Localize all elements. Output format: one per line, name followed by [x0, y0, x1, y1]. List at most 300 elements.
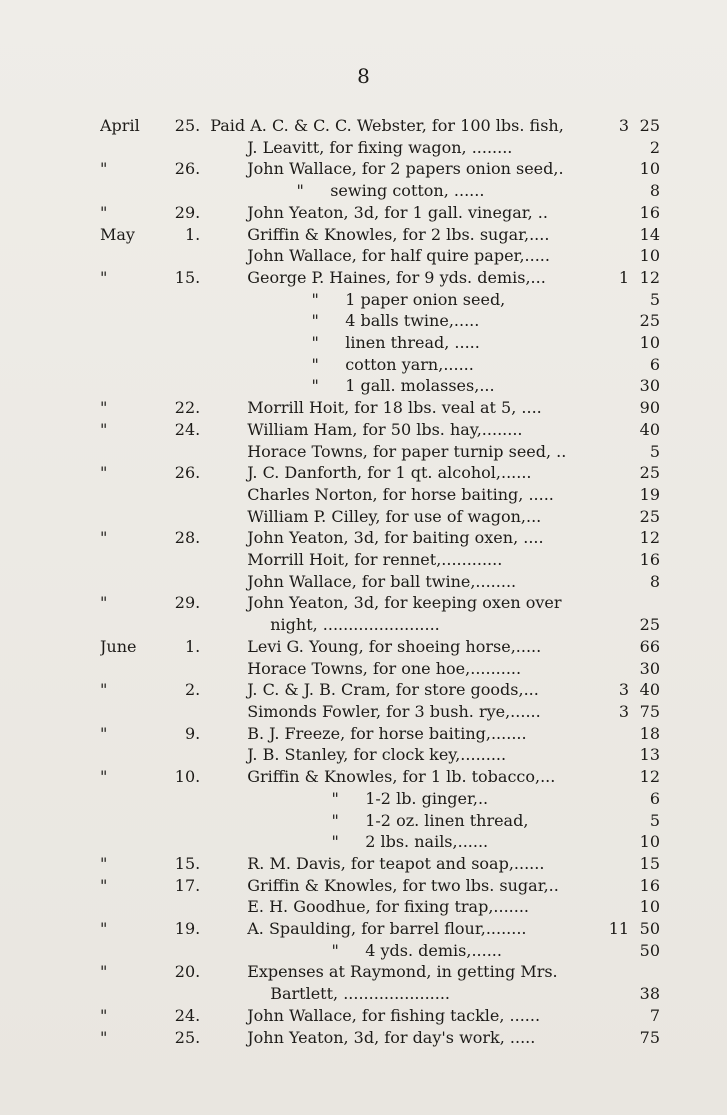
entry-text: John Wallace, for half quire paper,..... — [247, 246, 550, 266]
ledger-body — [100, 115, 660, 1048]
entry-cents: 6 — [649, 788, 660, 808]
ledger-row — [100, 853, 660, 875]
entry-description — [210, 831, 594, 853]
entry-day: 22. — [174, 398, 201, 418]
entry-cents: 12 — [639, 528, 660, 548]
entry-dollars: 3 — [618, 680, 630, 700]
ledger-row — [100, 896, 660, 918]
ditto-mark: " — [331, 810, 339, 830]
entry-text: John Wallace, for fishing tackle, ...... — [247, 1005, 541, 1025]
entry-dollars — [594, 592, 629, 614]
entry-cents: 25 — [639, 116, 660, 135]
ledger-row — [100, 679, 660, 701]
entry-dollars: 1 — [618, 267, 630, 287]
entry-cents — [629, 592, 660, 614]
ledger-row — [100, 983, 660, 1005]
ledger-row — [100, 1005, 660, 1027]
ledger-row — [100, 397, 660, 419]
entry-dollars — [594, 180, 629, 202]
entry-dollars — [594, 875, 629, 897]
entry-month: " — [100, 875, 108, 895]
entry-text: Levi G. Young, for shoeing horse,..... — [247, 636, 542, 656]
entry-day — [140, 332, 211, 354]
entry-description — [210, 940, 594, 962]
entry-month: " — [100, 767, 108, 787]
ledger-row — [100, 289, 660, 311]
entry-dollars — [594, 484, 629, 506]
entry-description — [210, 658, 594, 680]
entry-cents: 40 — [639, 680, 660, 700]
entry-description — [210, 983, 594, 1005]
ledger-row — [100, 267, 660, 289]
ledger-row — [100, 202, 660, 224]
entry-day — [140, 375, 211, 397]
entry-description — [210, 267, 594, 289]
entry-day — [140, 896, 211, 918]
ledger-row — [100, 701, 660, 723]
entry-cents: 12 — [639, 767, 660, 787]
entry-month: " — [100, 463, 108, 483]
entry-text: John Yeaton, 3d, for day's work, ..... — [247, 1027, 536, 1047]
entry-day: 9. — [184, 723, 201, 743]
entry-month: " — [100, 267, 108, 287]
entry-text: linen thread, ..... — [345, 333, 480, 353]
entry-month — [100, 484, 140, 506]
entry-day — [140, 788, 211, 810]
entry-dollars — [594, 224, 629, 246]
entry-day — [140, 506, 211, 528]
entry-description — [210, 766, 594, 788]
entry-day — [140, 441, 211, 463]
entry-cents: 10 — [639, 333, 660, 353]
entry-text: John Yeaton, 3d, for baiting oxen, .... — [247, 528, 544, 548]
entry-dollars — [594, 744, 629, 766]
entry-month: " — [100, 398, 108, 418]
entry-month — [100, 332, 140, 354]
entry-text: night, ....................... — [270, 615, 440, 635]
entry-dollars — [594, 158, 629, 180]
entry-day — [140, 137, 211, 159]
entry-month — [100, 137, 140, 159]
ditto-mark: " — [296, 181, 304, 201]
entry-description — [210, 397, 594, 419]
entry-day — [140, 701, 211, 723]
entry-dollars — [594, 441, 629, 463]
entry-text: J. Leavitt, for fixing wagon, ........ — [247, 137, 513, 157]
entry-day: 24. — [174, 419, 201, 439]
entry-cents: 5 — [649, 810, 660, 830]
entry-text: 1-2 lb. ginger,.. — [365, 788, 489, 808]
entry-cents: 40 — [639, 419, 660, 439]
entry-description — [210, 462, 594, 484]
entry-description — [210, 744, 594, 766]
entry-month: " — [100, 853, 108, 873]
entry-dollars — [594, 723, 629, 745]
entry-day — [140, 289, 211, 311]
entry-cents: 25 — [639, 615, 660, 635]
entry-day — [140, 571, 211, 593]
entry-text: John Wallace, for 2 papers onion seed,. — [247, 159, 564, 179]
entry-day: 26. — [174, 463, 201, 483]
entry-cents: 12 — [639, 267, 660, 287]
entry-description — [210, 701, 594, 723]
entry-month — [100, 701, 140, 723]
ledger-row — [100, 158, 660, 180]
entry-month: June — [100, 636, 137, 656]
entry-description — [210, 419, 594, 441]
entry-text: Expenses at Raymond, in getting Mrs. — [247, 962, 558, 982]
entry-day — [140, 658, 211, 680]
entry-day: 17. — [174, 875, 201, 895]
ledger-row — [100, 571, 660, 593]
entry-text: Bartlett, ..................... — [270, 984, 451, 1004]
ledger-row — [100, 310, 660, 332]
entry-dollars — [594, 375, 629, 397]
entry-month — [100, 354, 140, 376]
entry-description — [210, 506, 594, 528]
entry-text: 2 lbs. nails,...... — [365, 832, 489, 852]
entry-month: " — [100, 680, 108, 700]
entry-cents: 13 — [639, 745, 660, 765]
entry-day — [140, 245, 211, 267]
ledger-row — [100, 723, 660, 745]
entry-dollars — [594, 983, 629, 1005]
entry-text: 4 balls twine,..... — [345, 311, 480, 331]
entry-month: " — [100, 1027, 108, 1047]
ditto-mark: " — [311, 289, 319, 309]
entry-month — [100, 810, 140, 832]
entry-text: E. H. Goodhue, for fixing trap,....... — [247, 897, 530, 917]
entry-text: 1-2 oz. linen thread, — [365, 810, 529, 830]
entry-dollars — [594, 810, 629, 832]
entry-description — [210, 636, 594, 658]
ledger-row — [100, 788, 660, 810]
ledger-row — [100, 375, 660, 397]
ditto-mark: " — [331, 832, 339, 852]
entry-text: 1 gall. molasses,... — [345, 376, 495, 396]
entry-description — [210, 180, 594, 202]
entry-description — [210, 137, 594, 159]
entry-description — [210, 115, 594, 137]
entry-description — [210, 527, 594, 549]
entry-dollars — [594, 961, 629, 983]
entry-day — [140, 614, 211, 636]
entry-month: " — [100, 528, 108, 548]
entry-description — [210, 810, 594, 832]
entry-text: 1 paper onion seed, — [345, 289, 506, 309]
entry-cents: 25 — [639, 311, 660, 331]
entry-month — [100, 614, 140, 636]
entry-description — [210, 896, 594, 918]
entry-month: April — [100, 116, 140, 135]
entry-cents — [629, 961, 660, 983]
entry-cents: 8 — [649, 181, 660, 201]
entry-description — [210, 918, 594, 940]
ledger-row — [100, 462, 660, 484]
entry-dollars: 3 — [618, 116, 630, 135]
entry-text: Simonds Fowler, for 3 bush. rye,...... — [247, 701, 541, 721]
entry-dollars — [594, 137, 629, 159]
entry-cents: 75 — [639, 1027, 660, 1047]
entry-day: 15. — [174, 853, 201, 873]
entry-month: " — [100, 962, 108, 982]
entry-description — [210, 354, 594, 376]
entry-text: A. Spaulding, for barrel flour,........ — [247, 919, 527, 939]
entry-dollars — [594, 397, 629, 419]
entry-month — [100, 831, 140, 853]
entry-cents: 15 — [639, 853, 660, 873]
entry-day — [140, 940, 211, 962]
entry-dollars — [594, 549, 629, 571]
ledger-row — [100, 766, 660, 788]
entry-day: 15. — [174, 267, 201, 287]
entry-day — [140, 310, 211, 332]
entry-description — [210, 788, 594, 810]
entry-dollars — [594, 636, 629, 658]
entry-dollars — [594, 853, 629, 875]
ditto-mark: " — [331, 788, 339, 808]
entry-cents: 10 — [639, 832, 660, 852]
entry-day: 1. — [184, 636, 201, 656]
entry-dollars — [594, 831, 629, 853]
entry-day: 29. — [174, 202, 201, 222]
ledger-row — [100, 137, 660, 159]
ditto-mark: " — [331, 940, 339, 960]
entry-day: 19. — [174, 919, 201, 939]
entry-dollars — [594, 940, 629, 962]
ledger-row — [100, 831, 660, 853]
entry-cents: 16 — [639, 875, 660, 895]
entry-month — [100, 180, 140, 202]
entry-description — [210, 375, 594, 397]
entry-dollars — [594, 462, 629, 484]
ledger-row — [100, 354, 660, 376]
entry-cents: 30 — [639, 376, 660, 396]
entry-cents: 5 — [649, 289, 660, 309]
entry-month — [100, 289, 140, 311]
entry-cents: 30 — [639, 658, 660, 678]
ledger-row — [100, 1027, 660, 1049]
ledger-row — [100, 549, 660, 571]
entry-dollars — [594, 658, 629, 680]
entry-description — [210, 875, 594, 897]
entry-month: " — [100, 419, 108, 439]
entry-dollars — [594, 202, 629, 224]
entry-month: " — [100, 159, 108, 179]
ledger-row — [100, 875, 660, 897]
entry-text: J. C. Danforth, for 1 qt. alcohol,...... — [247, 463, 532, 483]
entry-text: John Yeaton, 3d, for 1 gall. vinegar, .. — [247, 202, 548, 222]
entry-day — [140, 810, 211, 832]
entry-day: 20. — [174, 962, 201, 982]
entry-description — [210, 1027, 594, 1049]
entry-text: William P. Cilley, for use of wagon,... — [247, 506, 542, 526]
entry-text: John Yeaton, 3d, for keeping oxen over — [247, 593, 562, 613]
entry-text: William Ham, for 50 lbs. hay,........ — [247, 419, 523, 439]
entry-day — [140, 744, 211, 766]
entry-text: Horace Towns, for one hoe,.......... — [247, 658, 522, 678]
entry-description — [210, 853, 594, 875]
entry-description — [210, 679, 594, 701]
expense-ledger — [100, 115, 660, 1048]
ledger-row — [100, 744, 660, 766]
entry-dollars — [594, 310, 629, 332]
entry-day — [140, 484, 211, 506]
entry-month: " — [100, 1005, 108, 1025]
entry-dollars — [594, 896, 629, 918]
entry-dollars — [594, 527, 629, 549]
entry-dollars: 11 — [608, 919, 630, 939]
entry-month — [100, 983, 140, 1005]
entry-month — [100, 571, 140, 593]
ledger-row — [100, 419, 660, 441]
entry-cents: 10 — [639, 159, 660, 179]
entry-description — [210, 1005, 594, 1027]
entry-description — [210, 224, 594, 246]
entry-day — [140, 983, 211, 1005]
entry-dollars — [594, 788, 629, 810]
entry-dollars — [594, 289, 629, 311]
entry-cents: 8 — [649, 571, 660, 591]
ledger-row — [100, 918, 660, 940]
entry-cents: 5 — [649, 441, 660, 461]
entry-cents: 10 — [639, 897, 660, 917]
ledger-row — [100, 245, 660, 267]
entry-month — [100, 549, 140, 571]
entry-cents: 7 — [649, 1005, 660, 1025]
entry-text: Morrill Hoit, for 18 lbs. veal at 5, .... — [247, 398, 542, 418]
entry-cents: 38 — [639, 984, 660, 1004]
entry-dollars — [594, 1027, 629, 1049]
entry-month — [100, 375, 140, 397]
entry-month — [100, 788, 140, 810]
ledger-row — [100, 224, 660, 246]
entry-text: 4 yds. demis,...... — [365, 940, 502, 960]
entry-day: 24. — [174, 1005, 201, 1025]
entry-cents: 18 — [639, 723, 660, 743]
ledger-row — [100, 441, 660, 463]
page-number: 8 — [357, 64, 370, 88]
entry-month: May — [100, 224, 135, 244]
ditto-mark: " — [311, 354, 319, 374]
entry-dollars — [594, 245, 629, 267]
entry-month — [100, 940, 140, 962]
ledger-row — [100, 592, 660, 614]
entry-text: Paid A. C. & C. C. Webster, for 100 lbs. fish, — [210, 116, 564, 135]
entry-day: 25. — [174, 116, 201, 135]
entry-text: J. C. & J. B. Cram, for store goods,... — [247, 680, 539, 700]
entry-text: Griffin & Knowles, for 2 lbs. sugar,.... — [247, 224, 550, 244]
entry-dollars — [594, 614, 629, 636]
entry-dollars — [594, 1005, 629, 1027]
entry-dollars — [594, 506, 629, 528]
entry-month — [100, 896, 140, 918]
entry-day: 2. — [184, 680, 201, 700]
ledger-row — [100, 940, 660, 962]
entry-day: 1. — [184, 224, 201, 244]
entry-cents: 66 — [639, 636, 660, 656]
entry-day — [140, 831, 211, 853]
entry-day: 28. — [174, 528, 201, 548]
entry-description — [210, 310, 594, 332]
entry-cents: 25 — [639, 506, 660, 526]
ledger-row — [100, 658, 660, 680]
ledger-row — [100, 484, 660, 506]
entry-cents: 19 — [639, 484, 660, 504]
entry-day: 26. — [174, 159, 201, 179]
entry-dollars — [594, 766, 629, 788]
entry-month — [100, 245, 140, 267]
entry-description — [210, 441, 594, 463]
ledger-row — [100, 810, 660, 832]
entry-cents: 14 — [639, 224, 660, 244]
entry-cents: 6 — [649, 354, 660, 374]
entry-cents: 25 — [639, 463, 660, 483]
entry-text: B. J. Freeze, for horse baiting,....... — [247, 723, 527, 743]
ledger-row — [100, 115, 660, 137]
entry-day: 25. — [174, 1027, 201, 1047]
entry-text: cotton yarn,...... — [345, 354, 474, 374]
entry-month: " — [100, 593, 108, 613]
entry-month — [100, 310, 140, 332]
entry-description — [210, 289, 594, 311]
ditto-mark: " — [311, 311, 319, 331]
entry-description — [210, 571, 594, 593]
entry-description — [210, 245, 594, 267]
ledger-row — [100, 614, 660, 636]
entry-day: 29. — [174, 593, 201, 613]
entry-dollars — [594, 354, 629, 376]
entry-text: Horace Towns, for paper turnip seed, .. — [247, 441, 567, 461]
entry-cents: 90 — [639, 398, 660, 418]
ledger-row — [100, 332, 660, 354]
entry-cents: 2 — [649, 137, 660, 157]
entry-cents: 75 — [639, 701, 660, 721]
entry-day — [140, 549, 211, 571]
entry-day — [140, 180, 211, 202]
entry-text: John Wallace, for ball twine,........ — [247, 571, 517, 591]
ledger-row — [100, 527, 660, 549]
ditto-mark: " — [311, 376, 319, 396]
entry-cents: 50 — [639, 940, 660, 960]
entry-cents: 16 — [639, 550, 660, 570]
entry-text: Griffin & Knowles, for 1 lb. tobacco,... — [247, 767, 556, 787]
entry-day — [140, 354, 211, 376]
entry-cents: 50 — [639, 919, 660, 939]
entry-description — [210, 723, 594, 745]
entry-month: " — [100, 723, 108, 743]
entry-month — [100, 441, 140, 463]
entry-month — [100, 658, 140, 680]
entry-text: Griffin & Knowles, for two lbs. sugar,.. — [247, 875, 559, 895]
entry-dollars — [594, 332, 629, 354]
entry-description — [210, 484, 594, 506]
entry-description — [210, 961, 594, 983]
entry-month: " — [100, 919, 108, 939]
entry-dollars — [594, 419, 629, 441]
ledger-row — [100, 506, 660, 528]
entry-description — [210, 614, 594, 636]
ditto-mark: " — [311, 333, 319, 353]
ledger-row — [100, 180, 660, 202]
entry-text: J. B. Stanley, for clock key,......... — [247, 745, 507, 765]
ledger-row — [100, 636, 660, 658]
entry-description — [210, 158, 594, 180]
entry-dollars: 3 — [618, 701, 630, 721]
ledger-row — [100, 961, 660, 983]
entry-cents: 10 — [639, 246, 660, 266]
entry-day: 10. — [174, 767, 201, 787]
